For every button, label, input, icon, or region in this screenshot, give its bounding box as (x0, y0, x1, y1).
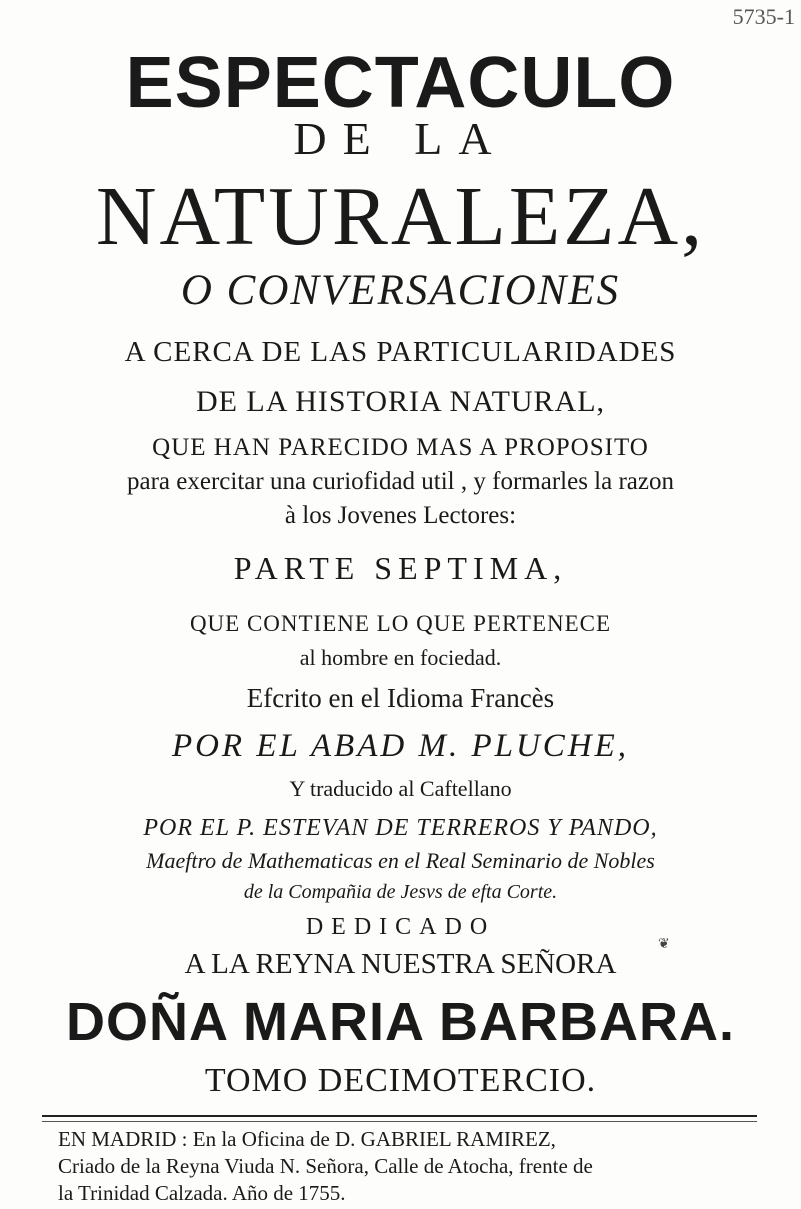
part-heading: PARTE SEPTIMA, (233, 550, 568, 586)
ornament-icon: ❦ (658, 937, 670, 952)
title-line-5: A CERCA DE LAS PARTICULARIDADES (124, 336, 677, 368)
dedication-heading: DEDICADO (305, 914, 496, 940)
title-line-8: para exercitar una curiofidad util , y formarles la razon (127, 468, 674, 495)
title-line-6: DE LA HISTORIA NATURAL, (195, 385, 606, 418)
imprint-line-1: EN MADRID : En la Oficina de D. GABRIEL RAMIREZ, (58, 1127, 556, 1151)
title-line-9: à los Jovenes Lectores: (284, 502, 517, 529)
imprint-line-2: Criado de la Reyna Viuda N. Señora, Calle de Atocha, frente de (58, 1154, 593, 1178)
title-line-7: QUE HAN PARECIDO MAS A PROPOSITO (152, 434, 649, 461)
translator-name: POR EL P. ESTEVAN DE TERREROS Y PANDO, (143, 815, 658, 841)
shelfmark: 5735-1 (732, 4, 795, 29)
dedication-recipient: A LA REYNA NUESTRA SEÑORA (184, 948, 617, 980)
title-line-2: DE LA (293, 113, 508, 164)
translated-note: Y traducido al Caftellano (289, 776, 512, 801)
author-language: Efcrito en el Idioma Francès (246, 683, 555, 713)
translator-title: Maeftro de Mathematicas en el Real Seminario de Nobles (146, 848, 655, 873)
translator-institution: de la Compañia de Jesvs de efta Corte. (243, 881, 558, 903)
author-name: POR EL ABAD M. PLUCHE, (171, 728, 630, 764)
part-contents: QUE CONTIENE LO QUE PERTENECE (189, 611, 612, 636)
title-line-1: ESPECTACULO (125, 43, 676, 123)
title-line-3: NATURALEZA, (95, 170, 706, 263)
volume-number: TOMO DECIMOTERCIO. (204, 1062, 597, 1099)
divider-rule (42, 1115, 757, 1122)
dedication-name: DOÑA MARIA BARBARA. (66, 992, 735, 1052)
part-subject: al hombre en fociedad. (299, 645, 502, 670)
title-line-4: O CONVERSACIONES (180, 267, 621, 314)
imprint-line-3: la Trinidad Calzada. Año de 1755. (58, 1181, 346, 1205)
